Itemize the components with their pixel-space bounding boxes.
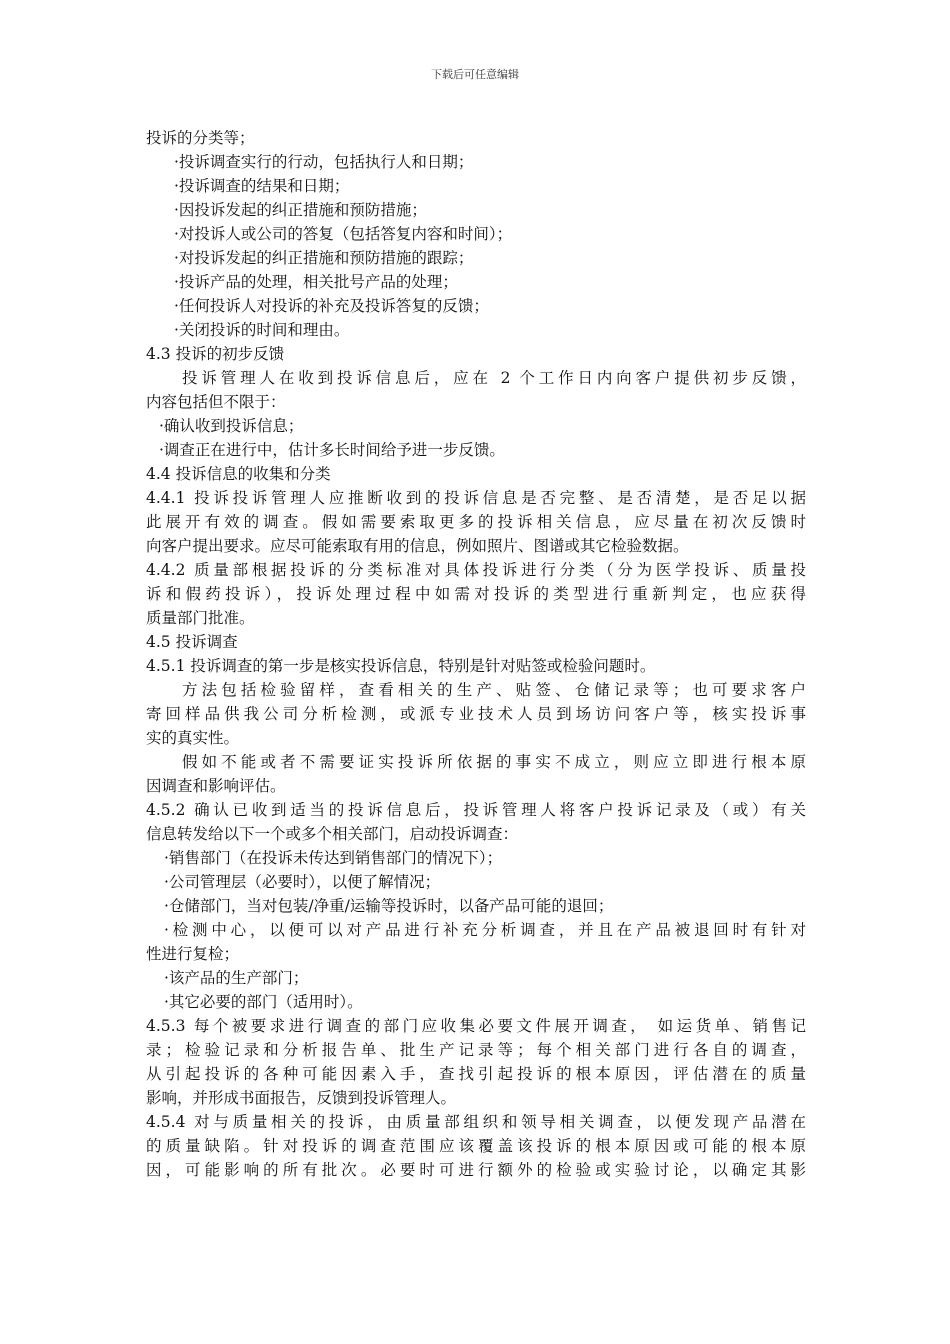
text-line: 此展开有效的调查。假如需要索取更多的投诉相关信息，应尽量在初次反馈时 [146, 513, 806, 531]
text-line: 4.5.3 每个被要求进行调查的部门应收集必要文件展开调查， 如运货单、销售记 [146, 1017, 806, 1035]
document-body [146, 126, 806, 1182]
text-line: 4.5 投诉调查 [146, 633, 238, 651]
text-line: 投诉管理人在收到投诉信息后，应在 2 个工作日内向客户提供初步反馈， [182, 369, 806, 387]
text-line: ·对投诉发起的纠正措施和预防措施的跟踪； [174, 249, 474, 267]
text-line: ·该产品的生产部门； [164, 969, 309, 987]
text-line: ·任何投诉人对投诉的补充及投诉答复的反馈； [174, 297, 489, 315]
text-line: ·检测中心，以便可以对产品进行补充分析调查，并且在产品被退回时有针对 [164, 921, 806, 939]
text-line: 4.4.2 质量部根据投诉的分类标准对具体投诉进行分类（分为医学投诉、质量投 [146, 561, 806, 579]
text-line: 投诉的分类等； [146, 129, 255, 147]
text-line: 从引起投诉的各种可能因素入手，查找引起投诉的根本原因，评估潜在的质量 [146, 1065, 806, 1083]
text-line: 内容包括但不限于： [146, 393, 286, 411]
text-line: ·确认收到投诉信息； [159, 417, 304, 435]
text-line: ·调查正在进行中，估计多长时间给予进一步反馈。 [159, 441, 505, 459]
text-line: 信息转发给以下一个或多个相关部门，启动投诉调查： [146, 825, 519, 843]
text-line: 寄回样品供我公司分析检测，或派专业技术人员到场访问客户等，核实投诉事 [146, 705, 806, 723]
text-line: ·仓储部门，当对包装/净重/运输等投诉时，以备产品可能的退回； [164, 897, 614, 915]
text-line: 4.4.1 投诉投诉管理人应推断收到的投诉信息是否完整、是否清楚，是否足以据 [146, 489, 806, 507]
text-line: ·投诉调查的结果和日期； [174, 177, 350, 195]
text-line: 录；检验记录和分析报告单、批生产记录等；每个相关部门进行各自的调查， [146, 1041, 806, 1059]
text-line: 的质量缺陷。针对投诉的调查范围应该覆盖该投诉的根本原因或可能的根本原 [146, 1137, 806, 1155]
text-line: 性进行复检； [146, 945, 240, 963]
text-line: 向客户提出要求。应尽可能索取有用的信息，例如照片、图谱或其它检验数据。 [146, 537, 689, 555]
text-line: 4.3 投诉的初步反馈 [146, 345, 285, 363]
text-line: ·因投诉发起的纠正措施和预防措施； [174, 201, 427, 219]
text-line: 假如不能或者不需要证实投诉所依据的事实不成立，则应立即进行根本原 [182, 753, 806, 771]
text-line: 诉和假药投诉），投诉处理过程中如需对投诉的类型进行重新判定，也应获得 [146, 585, 806, 603]
text-line: ·销售部门（在投诉未传达到销售部门的情况下）； [164, 849, 503, 867]
text-line: 实的真实性。 [146, 729, 240, 747]
text-line: 4.5.1 投诉调查的第一步是核实投诉信息，特别是针对贴签或检验问题时。 [146, 657, 656, 675]
page-header: 下载后可任意编辑 [431, 68, 519, 81]
text-line: 因，可能影响的所有批次。必要时可进行额外的检验或实验讨论，以确定其影 [146, 1161, 806, 1179]
text-line: ·投诉产品的处理，相关批号产品的处理； [174, 273, 458, 291]
text-line: 4.5.2 确认已收到适当的投诉信息后，投诉管理人将客户投诉记录及（或）有关 [146, 801, 806, 819]
text-line: ·投诉调查实行的行动，包括执行人和日期； [174, 153, 474, 171]
text-line: 质量部门批准。 [146, 609, 255, 627]
text-line: 方法包括检验留样，查看相关的生产、贴签、仓储记录等；也可要求客户 [182, 681, 806, 699]
text-line: ·其它必要的部门（适用时）。 [164, 993, 363, 1011]
text-line: ·公司管理层（必要时），以便了解情况； [164, 873, 441, 891]
text-line: ·关闭投诉的时间和理由。 [174, 321, 350, 339]
text-line: 4.4 投诉信息的收集和分类 [146, 465, 331, 483]
text-line: 因调查和影响评估。 [146, 777, 286, 795]
text-line: ·对投诉人或公司的答复（包括答复内容和时间）； [174, 225, 513, 243]
text-line: 4.5.4 对与质量相关的投诉，由质量部组织和领导相关调查，以便发现产品潜在 [146, 1113, 806, 1131]
text-line: 影响，并形成书面报告，反馈到投诉管理人。 [146, 1089, 457, 1107]
